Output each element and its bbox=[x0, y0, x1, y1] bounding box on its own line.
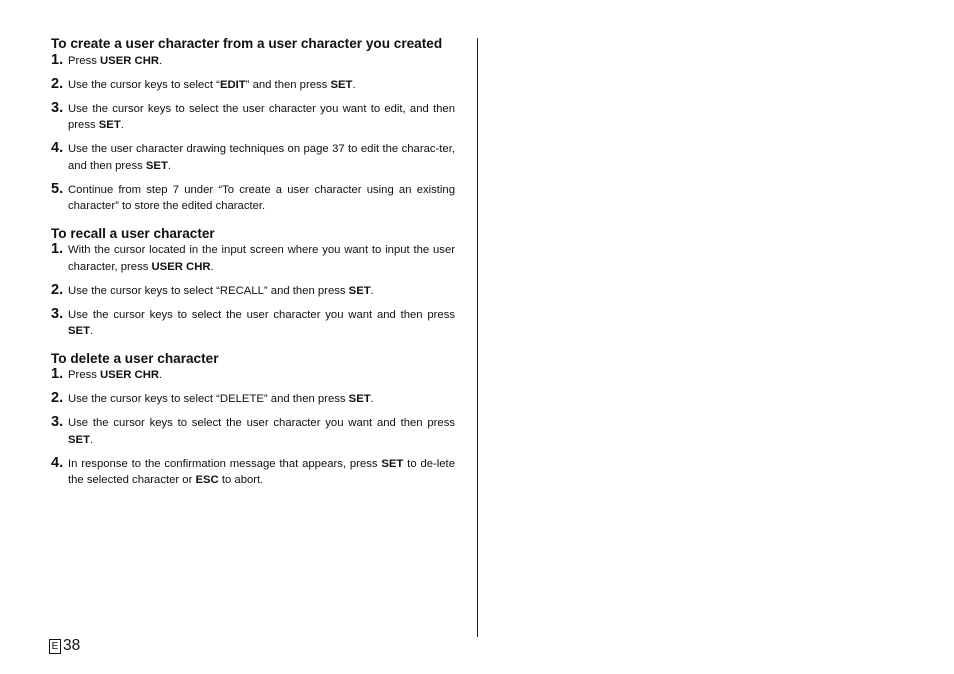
step-text: Use the cursor keys to select the user character you want to edit, and then press SET. bbox=[68, 102, 455, 131]
step-number: 2. bbox=[51, 281, 64, 298]
step-item bbox=[51, 456, 455, 489]
step-item bbox=[51, 77, 455, 94]
column-divider bbox=[477, 38, 478, 637]
section-title: To delete a user character bbox=[51, 350, 219, 366]
step-item bbox=[51, 367, 455, 384]
step-list bbox=[51, 367, 455, 489]
step-text: Use the cursor keys to select the user character you want and then press SET. bbox=[68, 308, 455, 337]
step-number: 4. bbox=[51, 454, 64, 471]
section-recall-user-character bbox=[51, 225, 455, 340]
key-name: USER CHR bbox=[151, 260, 211, 273]
section-delete-user-character bbox=[51, 350, 455, 489]
step-number: 5. bbox=[51, 180, 64, 197]
key-name: EDIT bbox=[219, 78, 246, 91]
step-text: Press USER CHR. bbox=[68, 54, 163, 67]
page-footer bbox=[49, 637, 80, 655]
key-name: SET bbox=[381, 457, 404, 470]
step-number: 3. bbox=[51, 305, 64, 322]
key-name: SET bbox=[98, 119, 121, 131]
step-text: Use the cursor keys to select “EDIT” and then press SET. bbox=[68, 78, 356, 91]
step-text: Use the cursor keys to select “RECALL” and then press SET. bbox=[68, 284, 374, 297]
step-number: 1. bbox=[51, 51, 64, 68]
key-name: SET bbox=[68, 325, 90, 337]
step-text: Use the user character drawing techniques on page 37 to edit the charac-ter, and then press SET. bbox=[68, 143, 455, 172]
key-name: SET bbox=[348, 284, 371, 297]
step-text: With the cursor located in the input screen where you want to input the user character, press USER CHR. bbox=[68, 244, 455, 273]
step-text: In response to the confirmation message that appears, press SET to de-lete the selected character or ESC to abort. bbox=[68, 457, 455, 486]
step-item bbox=[51, 141, 455, 174]
step-item bbox=[51, 242, 455, 275]
step-text: Use the cursor keys to select the user character you want and then press SET. bbox=[68, 417, 455, 446]
step-number: 4. bbox=[51, 140, 64, 156]
section-create-from-user-character bbox=[51, 35, 455, 215]
key-name: SET bbox=[145, 159, 168, 172]
step-number: 1. bbox=[51, 241, 64, 257]
step-item bbox=[51, 391, 455, 408]
section-title: To create a user character from a user character you created bbox=[51, 36, 443, 51]
step-item bbox=[51, 101, 455, 134]
step-number: 3. bbox=[51, 414, 64, 430]
step-number: 2. bbox=[51, 390, 64, 406]
step-item bbox=[51, 415, 455, 448]
step-number: 3. bbox=[51, 99, 64, 116]
step-text: Use the cursor keys to select “DELETE” and then press SET. bbox=[68, 393, 374, 405]
key-name: ESC bbox=[195, 474, 219, 486]
language-mark-box: E bbox=[49, 639, 61, 654]
instructions-column bbox=[51, 35, 455, 489]
step-text: Press USER CHR. bbox=[68, 369, 163, 381]
step-list bbox=[51, 242, 455, 340]
step-number: 1. bbox=[51, 366, 64, 382]
step-item bbox=[51, 283, 455, 300]
step-item bbox=[51, 182, 455, 215]
step-list bbox=[51, 53, 455, 215]
key-name: SET bbox=[68, 433, 90, 446]
step-item bbox=[51, 53, 455, 70]
key-name: USER CHR bbox=[100, 369, 160, 381]
step-text: Continue from step 7 under “To create a user character using an existing character” to store the edited character. bbox=[68, 183, 455, 212]
key-name: USER CHR bbox=[100, 54, 160, 67]
section-title: To recall a user character bbox=[51, 225, 215, 241]
step-number: 2. bbox=[51, 75, 64, 92]
key-name: SET bbox=[348, 393, 371, 405]
key-name: SET bbox=[330, 78, 353, 91]
step-item bbox=[51, 307, 455, 340]
page-number: 38 bbox=[63, 637, 81, 654]
